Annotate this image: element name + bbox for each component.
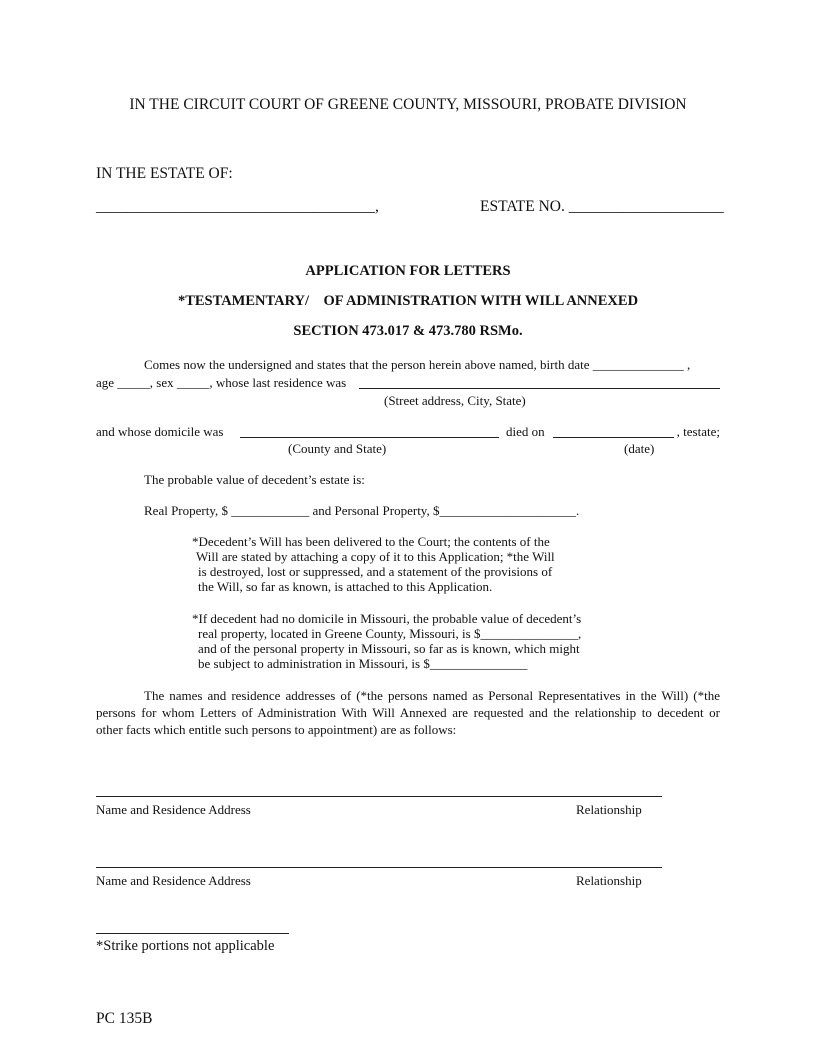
names-para-line: other facts which entitle such persons to appointment) are as follows: bbox=[96, 722, 457, 737]
name-address-line[interactable] bbox=[96, 796, 662, 797]
will-para-line: is destroyed, lost or suppressed, and a statement of the provisions of bbox=[198, 564, 553, 579]
domicile-line[interactable] bbox=[240, 437, 499, 438]
no-domicile-para-line[interactable]: real property, located in Greene County, Missouri, is $_______________, bbox=[198, 626, 582, 641]
will-para-line: *Decedent’s Will has been delivered to the Court; the contents of the bbox=[192, 534, 550, 549]
estate-name-field[interactable]: ____________________________________, bbox=[96, 198, 379, 215]
no-domicile-para-line: and of the personal property in Missouri, so far as is known, which might bbox=[198, 641, 580, 656]
no-domicile-para-line: *If decedent had no domicile in Missouri, the probable value of decedent’s bbox=[192, 611, 582, 626]
probable-value-label: The probable value of decedent’s estate is: bbox=[144, 472, 365, 487]
relationship-label: Relationship bbox=[576, 802, 642, 817]
will-para-line: Will are stated by attaching a copy of it to this Application; *the Will bbox=[196, 549, 555, 564]
date-of-death-line[interactable] bbox=[553, 437, 674, 438]
form-title-line3: SECTION 473.017 & 473.780 RSMo. bbox=[293, 323, 523, 339]
birth-date-line[interactable]: Comes now the undersigned and states that the person herein above named, birth date ______________ , bbox=[144, 357, 691, 372]
court-title: IN THE CIRCUIT COURT OF GREENE COUNTY, MISSOURI, PROBATE DIVISION bbox=[129, 96, 687, 113]
date-caption: (date) bbox=[624, 441, 655, 456]
age-sex-residence-label[interactable]: age _____, sex _____, whose last residence was bbox=[96, 375, 347, 390]
form-title-line2: *TESTAMENTARY/ OF ADMINISTRATION WITH WILL ANNEXED bbox=[177, 293, 639, 309]
name-address-line[interactable] bbox=[96, 867, 662, 868]
street-caption: (Street address, City, State) bbox=[384, 393, 526, 408]
estate-number-field[interactable]: ESTATE NO. ____________________ bbox=[480, 198, 724, 215]
relationship-label: Relationship bbox=[576, 873, 642, 888]
last-residence-line[interactable] bbox=[359, 388, 720, 389]
footnote-divider bbox=[96, 933, 289, 934]
names-para-line: The names and residence addresses of (*the persons named as Personal Representatives in the Will) (*the bbox=[144, 688, 720, 703]
estate-of-label: IN THE ESTATE OF: bbox=[96, 165, 233, 182]
names-para-line: persons for whom Letters of Administration With Will Annexed are requested and the relationship to decedent or bbox=[96, 705, 720, 720]
county-caption: (County and State) bbox=[288, 441, 387, 456]
strike-note: *Strike portions not applicable bbox=[96, 938, 275, 954]
name-address-label: Name and Residence Address bbox=[96, 873, 251, 888]
form-title-line1: APPLICATION FOR LETTERS bbox=[305, 263, 511, 279]
name-address-label: Name and Residence Address bbox=[96, 802, 251, 817]
testate-label: , testate; bbox=[676, 424, 720, 439]
form-code: PC 135B bbox=[96, 1010, 153, 1027]
will-para-line: the Will, so far as known, is attached to this Application. bbox=[198, 579, 493, 594]
domicile-label: and whose domicile was bbox=[96, 424, 224, 439]
no-domicile-para-line[interactable]: be subject to administration in Missouri, is $_______________ bbox=[198, 656, 528, 671]
property-values-line[interactable]: Real Property, $ ____________ and Personal Property, $_____________________. bbox=[144, 503, 580, 518]
died-on-label: died on bbox=[506, 424, 545, 439]
